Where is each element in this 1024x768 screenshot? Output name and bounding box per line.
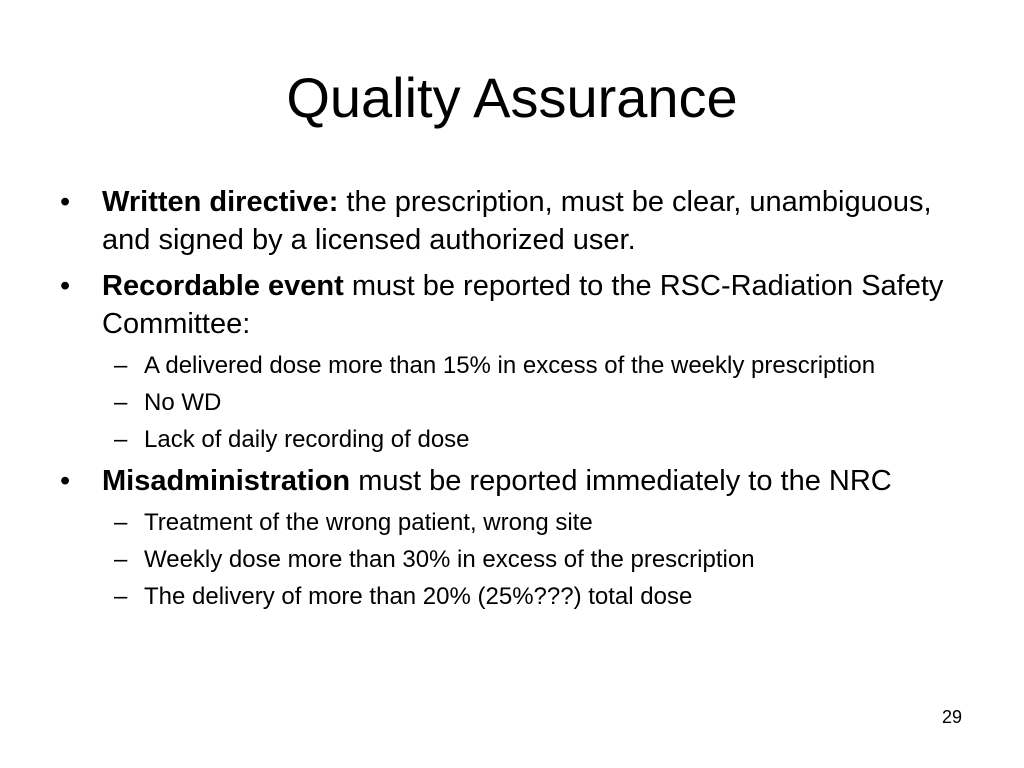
bullet-lead: Written directive:: [102, 186, 339, 218]
sub-bullet: [56, 508, 976, 538]
bullet-written-directive: [56, 183, 976, 259]
dash-icon: –: [114, 389, 128, 416]
bullet-icon: •: [60, 186, 71, 218]
sub-bullet-text: Lack of daily recording of dose: [144, 426, 470, 453]
sub-bullet-text: The delivery of more than 20% (25%???) total dose: [144, 583, 693, 610]
sub-bullet-text: Treatment of the wrong patient, wrong site: [144, 509, 593, 536]
bullet-misadministration: [56, 462, 976, 500]
bullet-icon: •: [60, 465, 71, 497]
dash-icon: –: [114, 426, 128, 453]
page-number: 29: [941, 707, 962, 727]
bullet-text: must be reported immediately to the NRC: [350, 465, 892, 497]
sub-list-recordable-event: [56, 351, 976, 455]
sub-bullet: [56, 425, 976, 455]
sub-list-misadministration: [56, 508, 976, 612]
dash-icon: –: [114, 546, 128, 573]
sub-bullet: [56, 545, 976, 575]
sub-bullet: [56, 388, 976, 418]
bullet-text: the prescription, must be clear, unambiguous, and signed by a licensed authorized user.: [102, 186, 932, 256]
dash-icon: –: [114, 583, 128, 610]
sub-bullet: [56, 351, 976, 381]
sub-bullet-text: A delivered dose more than 15% in excess of the weekly prescription: [144, 352, 876, 379]
dash-icon: –: [114, 509, 128, 536]
bullet-text: must be reported to the RSC-Radiation Safety Committee:: [102, 270, 944, 340]
slide-title: Quality Assurance: [286, 66, 738, 129]
dash-icon: –: [114, 352, 128, 379]
bullet-recordable-event: [56, 267, 976, 343]
bullet-icon: •: [60, 270, 71, 302]
sub-bullet-text: Weekly dose more than 30% in excess of the prescription: [144, 546, 755, 573]
sub-bullet-text: No WD: [144, 389, 222, 416]
slide-content: [56, 183, 976, 619]
bullet-lead: Misadministration: [102, 465, 351, 497]
sub-bullet: [56, 582, 976, 612]
bullet-lead: Recordable event: [102, 270, 344, 302]
